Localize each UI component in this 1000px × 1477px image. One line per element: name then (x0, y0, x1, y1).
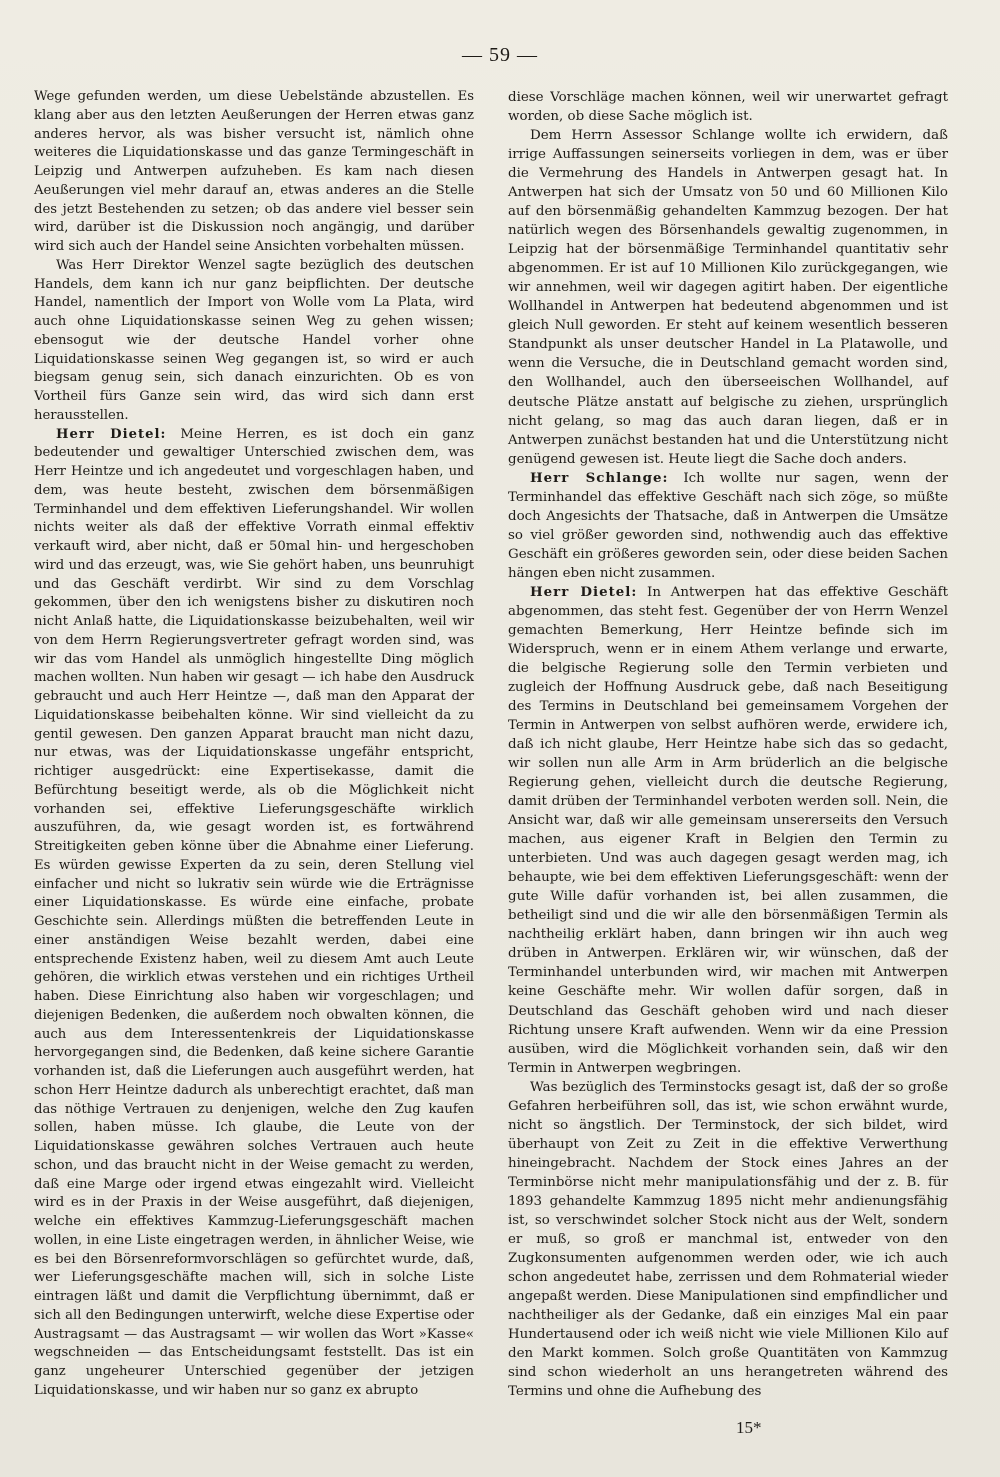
right-text-column (508, 88, 948, 1401)
speaker-name: Herr Dietel: (530, 583, 638, 600)
paragraph (34, 257, 474, 426)
paragraph (508, 469, 948, 583)
paragraph-text: Dem Herrn Assessor Schlange wollte ich erwidern, daß irrige Auffassungen seinerseits vorliegen in dem, was er über die Vermehrung des Handels in Antwerpen gesagt hat. In Antwerpen hat sich der Umsatz von 50 und 60 Millionen Kilo auf den börsenmäßig gehandelten Kammzug bezogen. Der hat natürlich wegen des Börsenhandels gewaltig zugenommen, in Leipzig hat der börsenmäßige Terminhandel quantitativ sehr abgenommen. Er ist auf 10 Millionen Kilo zurückgegangen, wie wir annehmen, weil wir dagegen agitirt haben. Der eigentliche Wollhandel in Antwerpen hat bedeutend abgenommen und ist gleich Null geworden. Er steht auf keinem wesentlich besseren Standpunkt als unser deutscher Handel in La Platawolle, und wenn die Versuche, die in Deutschland gemacht worden sind, den Wollhandel, auch den überseeischen Wollhandel, auf deutsche Plätze anstatt auf belgische zu ziehen, ursprünglich nicht gelang, so mag das auch daran liegen, daß er in Antwerpen zunächst bestanden hat und die Unterstützung nicht genügend gewesen ist. Heute liegt die Sache doch anders. (508, 128, 948, 467)
paragraph (508, 583, 948, 1078)
paragraph (508, 88, 948, 126)
paragraph-text: Wege gefunden werden, um diese Uebelstände abzustellen. Es klang aber aus den letzten Aeußerungen der Herren etwas ganz anderes hervor, als was bisher versucht ist, nämlich ohne weiteres die Liquidationskasse und das ganze Termingeschäft in Leipzig und Antwerpen aufzuheben. Es kam nach diesen Aeußerungen viel mehr darauf an, etwas anderes an die Stelle des jetzt Bestehenden zu setzen; ob das andere viel besser sein wird, darüber ist die Diskussion noch angängig, und darüber wird sich auch der Handel seine Ansichten vorbehalten müssen. (34, 89, 474, 254)
left-text-column (34, 88, 474, 1401)
speaker-name: Herr Schlange: (530, 469, 669, 486)
printer-signature-mark: 15* (736, 1418, 762, 1437)
paragraph-text: Was Herr Direktor Wenzel sagte bezüglich des deutschen Handels, dem kann ich nur ganz beipflichten. Der deutsche Handel, namentlich der Import von Wolle vom La Plata, wird auch ohne Liquidationskasse seinen Weg zu gehen wissen; ebensogut wie der deutsche Handel vorher ohne Liquidationskasse seinen Weg gegangen ist, so wird er auch biegsam genug sein, sich danach einzurichten. Ob es von Vortheil fürs Ganze sein wird, das wird sich dann erst herausstellen. (34, 257, 474, 423)
page-number: — 59 — (462, 44, 538, 66)
paragraph-text: diese Vorschläge machen können, weil wir unerwartet gefragt worden, ob diese Sache möglich ist. (508, 90, 948, 125)
paragraph (34, 426, 474, 1401)
paragraph (508, 126, 948, 469)
paragraph-text: Ich wollte nur sagen, wenn der Terminhandel das effektive Geschäft nach sich zöge, so müßte doch Angesichts der Thatsache, daß in Antwerpen die Umsätze so viel größer geworden sind, nothwendig auch das effektive Geschäft ein größeres geworden sein, oder diese beiden Sachen hängen eben nicht zusammen. (508, 470, 948, 581)
paragraph-text: In Antwerpen hat das effektive Geschäft abgenommen, das steht fest. Gegenüber der von Herrn Wenzel gemachten Bemerkung, Herr Heintze befinde sich im Widerspruch, wenn er in einem Athem verlange und erwarte, die belgische Regierung solle den Termin verbieten und zugleich der Hoffnung Ausdruck gebe, daß nach Beseitigung des Termins in Deutschland bei gemeinsamem Vorgehen der Termin in Antwerpen von selbst aufhören werde, erwidere ich, daß ich nicht glaube, Herr Heintze habe sich das so gedacht, wir sollen nun alle Arm in Arm brüderlich an die belgische Regierung gehen, vielleicht durch die deutsche Regierung, damit drüben der Terminhandel verboten werden soll. Nein, die Ansicht war, daß wir alle gemeinsam unsererseits den Versuch machen, aus eigener Kraft in Belgien den Termin zu unterbieten. Und was auch dagegen gesagt werden mag, ich behaupte, wie bei dem effektiven Lieferungsgeschäft: wenn der gute Wille dafür vorhanden ist, bei allen zusammen, die betheiligt sind und die wir alle den börsenmäßigen Termin als nachtheilig erklärt haben, dann bringen wir ihn auch weg drüben in Antwerpen. Erklären wir, wir wünschen, daß der Terminhandel unterbunden wird, wir machen mit Antwerpen keine Geschäfte mehr. Wir wollen dafür sorgen, daß in Deutschland das Geschäft gehoben wird und nach dieser Richtung unsere Kraft aufwenden. Wenn wir da eine Pression ausüben, wird die Möglichkeit vorhanden sein, daß wir den Termin in Antwerpen wegbringen. (508, 584, 948, 1076)
paragraph-text: Meine Herren, es ist doch ein ganz bedeutender und gewaltiger Unterschied zwischen dem, was Herr Heintze und ich angedeutet und vorgeschlagen haben, und dem, was heute besteht, zwischen dem börsenmäßigen Terminhandel und dem effektiven Lieferungshandel. Wir wollen nichts weiter als daß der effektive Vorrath einmal effektiv verkauft wird, aber nicht, daß er 50mal hin- und hergeschoben wird und das erzeugt, was, wie Sie gehört haben, uns beunruhigt und das Geschäft verdirbt. Wir sind zu dem Vorschlag gekommen, über den ich wenigstens bisher zu diskutiren noch nicht Anlaß hatte, die Liquidationskasse beizubehalten, weil wir von dem Herrn Regierungsvertreter gefragt worden sind, was wir das vom Handel als unmöglich hingestellte Ding möglich machen wollten. Nun haben wir gesagt — ich habe den Ausdruck gebraucht und auch Herr Heintze —, daß man den Apparat der Liquidationskasse beibehalten könne. Wir sind vielleicht da zu gentil gewesen. Den ganzen Apparat braucht man nicht dazu, nur etwas, was der Liquidationskasse ungefähr entspricht, richtiger ausgedrückt: eine Expertisekasse, damit die Befürchtung beseitigt werde, als ob die Möglichkeit nicht vorhanden sei, effektive Lieferungsgeschäfte wirklich auszuführen, da, wie gesagt worden ist, es fortwährend Streitigkeiten geben könne über die Abnahme einer Lieferung. Es würden gewisse Experten da zu sein, deren Stellung viel einfacher und nicht so lukrativ sein würde wie die Erträgnisse einer Liquidationskasse. Es würde eine einfache, probate Geschichte sein. Allerdings müßten die betreffenden Leute in einer anständigen Weise bezahlt werden, dabei eine entsprechende Existenz haben, weil zu diesem Amt auch Leute gehören, die wirklich etwas verstehen und ein richtiges Urtheil haben. Diese Einrichtung also haben wir vorgeschlagen; und diejenigen Bedenken, die außerdem noch obwalten können, die auch aus dem Interessentenkreis der Liquidationskasse hervorgegangen sind, die Bedenken, daß keine sichere Garantie vorhanden ist, daß die Lieferungen auch ausgeführt werden, hat schon Herr Heintze dadurch als unberechtigt erachtet, daß man das nöthige Vertrauen zu denjenigen, welche den Zug kaufen sollen, haben müsse. Ich glaube, die Leute von der Liquidationskasse gewähren solches Vertrauen auch heute schon, und das braucht nicht in der Weise gemacht zu werden, daß eine Marge oder irgend etwas eingezahlt wird. Vielleicht wird es in der Praxis in der Weise ausgeführt, daß diejenigen, welche ein effektives Kammzug-Lieferungsgeschäft machen wollen, in eine Liste eingetragen werden, in ähnlicher Weise, wie es bei den Börsenreformvorschlägen so gefürchtet wurde, daß, wer Lieferungsgeschäfte machen will, sich in solche Liste eintragen läßt und damit die Verpflichtung übernimmt, daß er sich all den Bedingungen unterwirft, welche diese Expertise oder Austragsamt — das Austragsamt — wir wollen das Wort »Kasse« wegschneiden — das Entscheidungsamt feststellt. Das ist ein ganz ungeheurer Unterschied gegenüber der jetzigen Liquidationskasse, und wir haben nur so ganz ex abrupto (34, 426, 474, 1398)
paragraph (508, 1078, 948, 1402)
paragraph-text: Was bezüglich des Terminstocks gesagt ist, daß der so große Gefahren herbeiführen soll, das ist, wie schon erwähnt wurde, nicht so ängstlich. Der Terminstock, der sich bildet, wird überhaupt von Zeit zu Zeit in die effektive Verwerthung hineingebracht. Nachdem der Stock eines Jahres an der Terminbörse nicht mehr manipulationsfähig und der z. B. für 1893 gehandelte Kammzug 1895 nicht mehr andienungsfähig ist, so verschwindet solcher Stock nicht aus der Welt, sondern er muß, so groß er manchmal ist, entweder von den Zugkonsumenten aufgenommen werden oder, wie ich auch schon angedeutet habe, zerrissen und dem Rohmaterial wieder angepaßt werden. Diese Manipulationen sind empfindlicher und nachtheiliger als der Gedanke, daß ein einziges Mal ein paar Hundertausend oder ich weiß nicht wie viele Millionen Kilo auf den Markt kommen. Solch große Quantitäten von Kammzug sind schon wiederholt an uns herangetreten während des Termins und ohne die Aufhebung des (508, 1079, 948, 1400)
paragraph (34, 88, 474, 257)
speaker-name: Herr Dietel: (56, 426, 167, 442)
